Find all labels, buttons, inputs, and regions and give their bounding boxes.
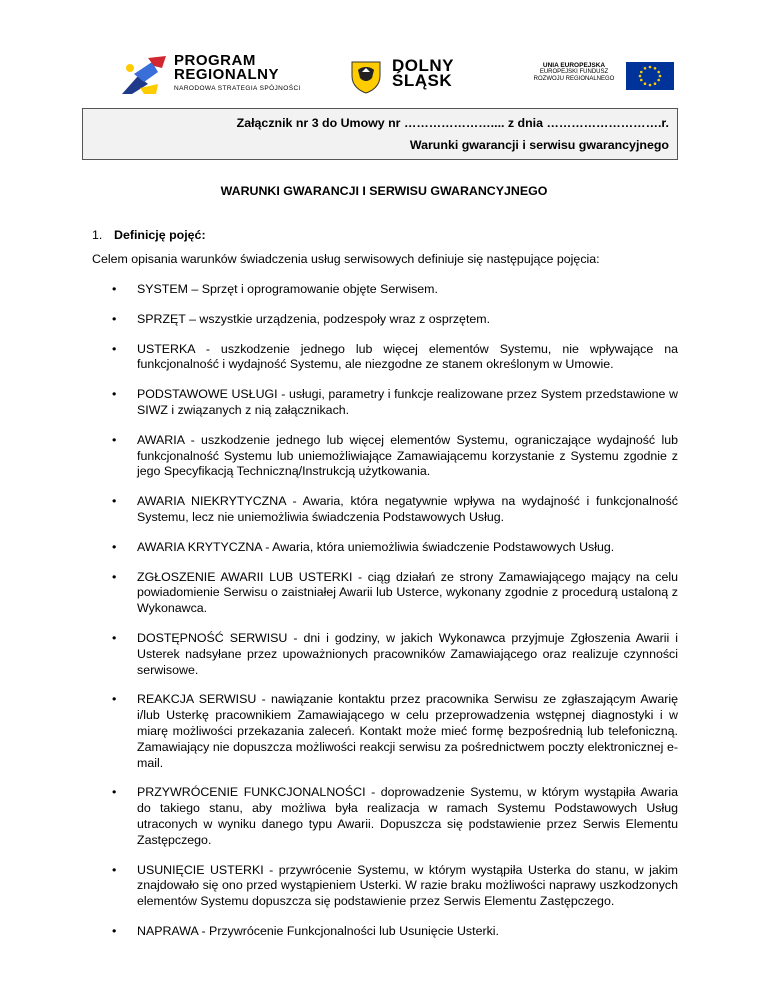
definition-system: • SYSTEM – Sprzęt i oprogramowanie objęte Serwisem.: [92, 282, 678, 298]
attachment-header-box: [82, 108, 678, 160]
dolny-slask-crest-icon: [348, 58, 384, 94]
program-regionalny-emblem-icon: [118, 54, 170, 96]
definition-awaria-krytyczna: • AWARIA KRYTYCZNA - Awaria, która uniemożliwia świadczenie Podstawowych Usług.: [92, 540, 678, 556]
definition-usterka: • USTERKA - uszkodzenie jednego lub więcej elementów Systemu, nie wpływające na funkcjonalność i wydajność Systemu, ale niezgodne ze stanem określonym w Umowie.: [92, 342, 678, 374]
definition-reakcja-serwisu: • REAKCJA SERWISU - nawiązanie kontaktu przez pracownika Serwisu ze zgłaszającym Awarię i/lub Usterkę pracownikiem Zamawiającego w celu przeprowadzenia wstępnej diagnostyki i w miarę możliwości przekazania zaleceń. Kontakt może mieć formę bezpośrednią lub telefoniczną. Zamawiający nie dopuszcza możliwości reakcji serwisu za pośrednictwem poczty elektronicznej e-mail.: [92, 692, 678, 771]
attachment-reference: Załącznik nr 3 do Umowy nr ………………….... z dnia ……………………….r.: [236, 116, 669, 130]
program-regionalny-logo: [118, 52, 328, 98]
program-logo-line1: PROGRAM: [174, 52, 256, 69]
document-title: WARUNKI GWARANCJI I SERWISU GWARANCYJNEGO: [220, 184, 548, 198]
definition-awaria-niekrytyczna: • AWARIA NIEKRYTYCZNA - Awaria, która negatywnie wpływa na wydajność i funkcjonalność Systemu, lecz nie uniemożliwia świadczenia Podstawowych Usług.: [92, 494, 678, 526]
definition-usuniecie-usterki: • USUNIĘCIE USTERKI - przywrócenie Systemu, w którym wystąpiła Usterka do stanu, w jakim znajdowało się ono przed wystąpieniem Usterki. W razie braku możliwości naprawy uszkodzonych elementów Systemu dopuszcza się podstawienie przez Serwis Elementu Zastępczego.: [92, 863, 678, 910]
definition-przywrocenie-funkcjonalnosci: • PRZYWRÓCENIE FUNKCJONALNOŚCI - doprowadzenie Systemu, w którym wystąpiła Awaria do takiego stanu, aby możliwa była realizacja w ramach Systemu Podstawowych Usług utraconych w wyniku danego typu Awarii. Dopuszcza się podstawienie przez Serwis Elementu Zastępczego.: [92, 785, 678, 848]
eu-logo: [526, 62, 676, 92]
section-heading: [92, 228, 206, 242]
eu-flag-icon: [626, 62, 674, 90]
logo-bar: [118, 52, 678, 102]
definition-sprzet: • SPRZĘT – wszystkie urządzenia, podzespoły wraz z osprzętem.: [92, 312, 678, 328]
dolny-slask-line2: ŚLĄSK: [392, 71, 453, 90]
eu-logo-line2: EUROPEJSKI FUNDUSZ: [539, 69, 609, 75]
dolny-slask-line1: DOLNY: [392, 56, 454, 75]
definition-dostepnosc-serwisu: • DOSTĘPNOŚĆ SERWISU - dni i godziny, w jakich Wykonawca przyjmuje Zgłoszenia Awarii i Usterek nadsyłane przez upoważnionych pracowników Zamawiającego oraz realizuje czynności serwisowe.: [92, 631, 678, 678]
definition-awaria: • AWARIA - uszkodzenie jednego lub więcej elementów Systemu, ograniczające wydajność lub funkcjonalność Systemu lub uniemożliwiające Zamawiającemu korzystanie z Systemu zgodnie z jego Specyfikacją Techniczną/Instrukcją użytkowania.: [92, 433, 678, 480]
definition-zgloszenie: • ZGŁOSZENIE AWARII LUB USTERKI - ciąg działań ze strony Zamawiającego mający na celu powiadomienie Serwisu o zaistniałej Awarii lub Usterce, wykonany zgodnie z procedurą ustaloną z Wykonawca.: [92, 570, 678, 617]
eu-logo-line3: ROZWOJU REGIONALNEGO: [533, 76, 615, 82]
intro-paragraph: Celem opisania warunków świadczenia usług serwisowych definiuje się następujące pojęcia:: [92, 252, 600, 266]
program-logo-line2: REGIONALNY: [174, 66, 280, 83]
program-logo-line3: NARODOWA STRATEGIA SPÓJNOŚCI: [174, 85, 301, 92]
definition-podstawowe-uslugi: • PODSTAWOWE USŁUGI - usługi, parametry i funkcje realizowane przez System przedstawione w SIWZ i związanych z nią załącznikach.: [92, 387, 678, 419]
eu-logo-line1: UNIA EUROPEJSKA: [542, 62, 606, 69]
attachment-subject: Warunki gwarancji i serwisu gwarancyjnego: [409, 138, 669, 152]
definitions-list: [92, 268, 678, 940]
dolny-slask-logo: [348, 58, 468, 96]
definition-naprawa: • NAPRAWA - Przywrócenie Funkcjonalności lub Usunięcie Usterki.: [92, 924, 678, 940]
section-number: 1.: [92, 228, 103, 242]
section-title: Definicję pojęć:: [114, 228, 206, 242]
